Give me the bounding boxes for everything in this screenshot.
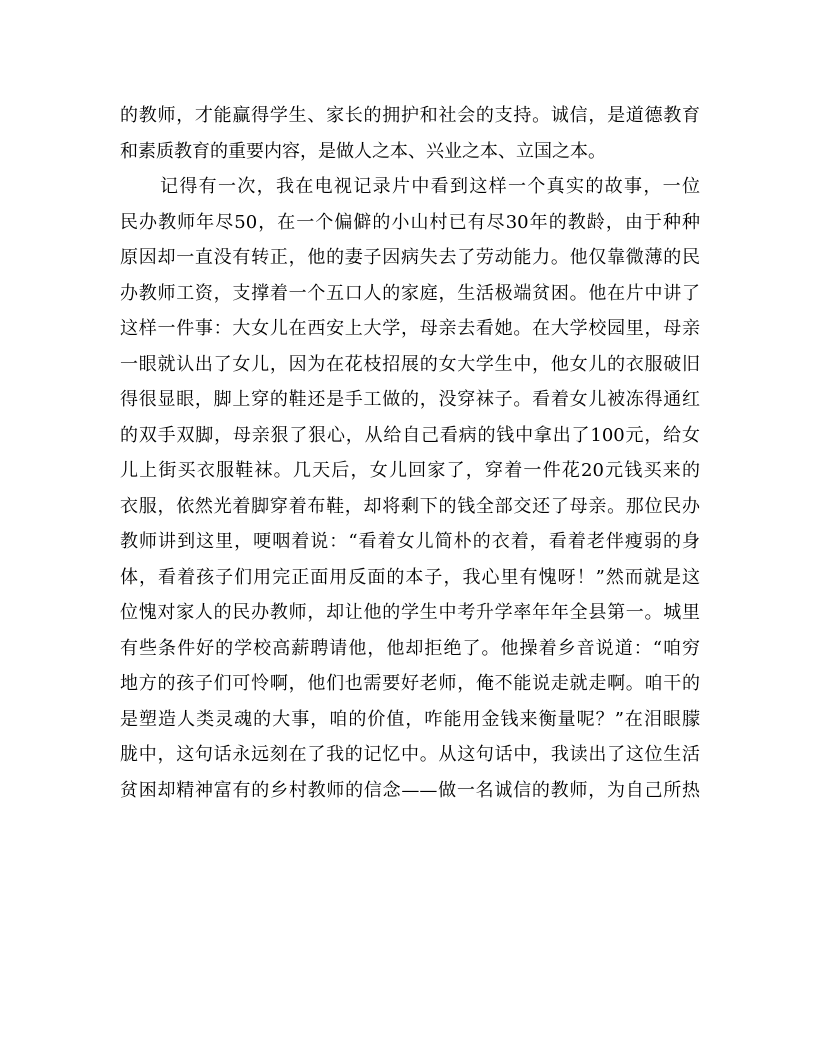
text-line-18: 是塑造人类灵魂的大事，咱的价值，咋能用金钱来衡量呢？”在泪眼朦 [120,708,700,730]
text-line-16: 有些条件好的学校高薪聘请他，他却拒绝了。他操着乡音说道：“咱穷 [120,637,700,659]
text-line-9: 得很显眼，脚上穿的鞋还是手工做的，没穿袜子。看着女儿被冻得通红 [120,389,700,410]
text-line-14: 体，看着孩子们用完正面用反面的本子，我心里有愧呀！”然而就是这 [120,566,700,588]
text-line-7: 这样一件事：大女儿在西安上大学，母亲去看她。在大学校园里，母亲 [120,318,700,339]
text-line-4: 民办教师年尽50，在一个偏僻的小山村已有尽30年的教龄，由于种种 [120,211,700,233]
text-line-11: 儿上街买衣服鞋袜。几天后，女儿回家了，穿着一件花20元钱买来的 [120,460,700,481]
text-line-1: 的教师，才能赢得学生、家长的拥护和社会的支持。诚信，是道德教育 [120,105,700,126]
text-line-3: 记得有一次，我在电视记录片中看到这样一个真实的故事，一位 [160,176,700,197]
text-line-13: 教师讲到这里，哽咽着说：“看着女儿简朴的衣着，看着老伴瘦弱的身 [120,531,700,552]
text-line-20: 贫困却精神富有的乡村教师的信念——做一名诚信的教师，为自己所热 [120,779,700,801]
body-text [120,98,700,808]
text-line-6: 办教师工资，支撑着一个五口人的家庭，生活极端贫困。他在片中讲了 [120,282,700,304]
text-line-12: 衣服，依然光着脚穿着布鞋，却将剩下的钱全部交还了母亲。那位民办 [120,495,700,517]
text-line-19: 胧中，这句话永远刻在了我的记忆中。从这句话中，我读出了这位生活 [120,744,700,765]
text-line-2: 和素质教育的重要内容，是做人之本、兴业之本、立国之本。 [120,140,606,162]
text-line-8: 一眼就认出了女儿，因为在花枝招展的女大学生中，他女儿的衣服破旧 [120,353,700,375]
text-line-17: 地方的孩子们可怜啊，他们也需要好老师，俺不能说走就走啊。咱干的 [120,673,700,694]
text-line-5: 原因却一直没有转正，他的妻子因病失去了劳动能力。他仅靠微薄的民 [120,247,700,268]
text-line-10: 的双手双脚，母亲狠了狠心，从给自己看病的钱中拿出了100元，给女 [120,424,700,446]
text-line-15: 位愧对家人的民办教师，却让他的学生中考升学率年年全县第一。城里 [120,602,700,623]
